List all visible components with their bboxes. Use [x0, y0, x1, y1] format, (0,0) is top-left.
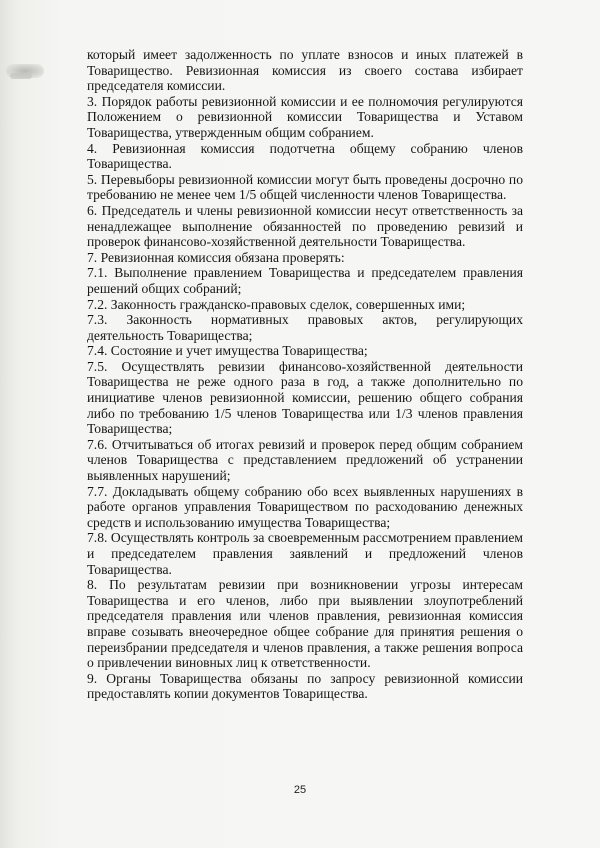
paragraph-7-1: 7.1. Выполнение правлением Товарищества и председателем правления решений общих собраний; [87, 265, 523, 296]
binder-hole-shadow [10, 73, 32, 79]
page-number: 25 [293, 784, 307, 796]
paragraph-7-3: 7.3. Законность нормативных правовых актов, регулирующих деятельность Товарищества; [87, 312, 523, 343]
paragraph-6: 6. Председатель и члены ревизионной комиссии несут ответственность за ненадлежащее выполнение обязанностей по проведению ревизий и проверок финансово-хозяйственной деятельности Товарищества. [87, 202, 523, 250]
paragraph-7-2: 7.2. Законность гражданско-правовых сделок, совершенных ими; [87, 296, 466, 312]
paragraph-8: 8. По результатам ревизии при возникновении угрозы интересам Товарищества и его членов, либо при выявлении злоупотреблений председателя правления или членов правления, ревизионная комиссия вправе созывать внеочередное общее собрание для принятия решения о переизбрании председателя и членов правления, а также решения вопроса о привлечении виновных лиц к ответственности. [87, 577, 523, 671]
paragraph-9: 9. Органы Товарищества обязаны по запросу ревизионной комиссии предоставлять копии документов Товарищества. [87, 670, 523, 702]
paragraph-continuation: который имеет задолженность по уплате взносов и иных платежей в Товарищество. Ревизионная комиссия из своего состава избирает председателя комиссии. [87, 47, 523, 94]
paragraph-5: 5. Перевыборы ревизионной комиссии могут быть проведены досрочно по требованию не менее чем 1/5 общей численности членов Товарищества. [87, 171, 523, 203]
paragraph-7-8: 7.8. Осуществлять контроль за своевременным рассмотрением правлением и председателем правления заявлений и предложений членов Товарищества. [87, 530, 523, 577]
paragraph-3: 3. Порядок работы ревизионной комиссии и ее полномочия регулируются Положением о ревизионной комиссии Товарищества и Уставом Товарищества, утвержденным общим собранием. [87, 93, 523, 140]
paragraph-7-5: 7.5. Осуществлять ревизии финансово-хозяйственной деятельности Товарищества не реже одного раза в год, а также дополнительно по инициативе членов ревизионной комиссии, решению общего собрания либо по требованию 1/5 членов Товарищества или 1/3 членов правления Товарищества; [87, 358, 523, 437]
paragraph-4: 4. Ревизионная комиссия подотчетна общему собранию членов Товарищества. [87, 140, 523, 172]
paragraph-7-4: 7.4. Состояние и учет имущества Товарищества; [87, 343, 368, 359]
paragraph-7-7: 7.7. Докладывать общему собранию обо всех выявленных нарушениях в работе органов управления Товариществом по расходованию денежных средств и использованию имущества Товарищества; [87, 483, 523, 530]
paragraph-7: 7. Ревизионная комиссия обязана проверять: [87, 249, 345, 265]
paragraph-7-6: 7.6. Отчитываться об итогах ревизий и проверок перед общим собранием членов Товарищества с представлением предложений об устранении выявленных нарушений; [87, 436, 523, 484]
document-body [87, 47, 523, 702]
